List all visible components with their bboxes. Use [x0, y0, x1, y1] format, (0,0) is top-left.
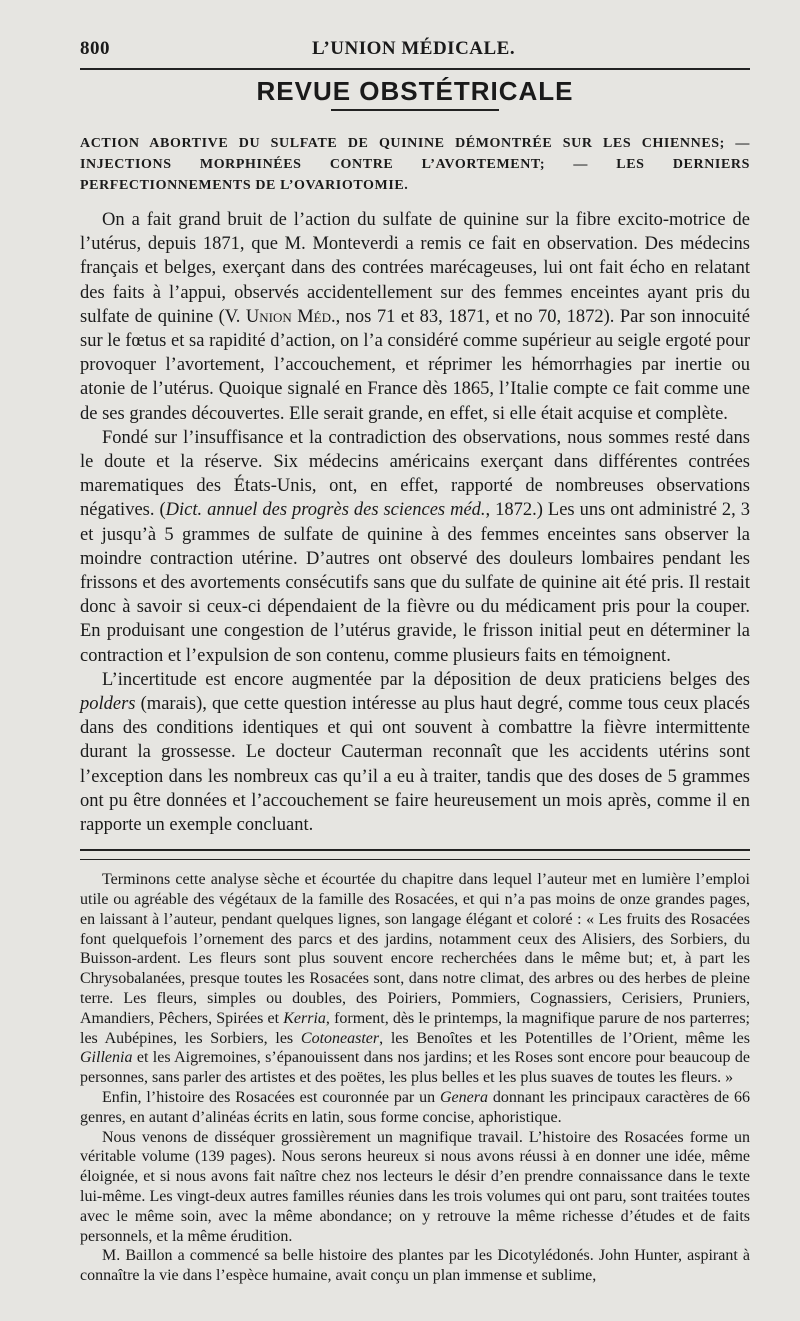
paragraph: Enfin, l’histoire des Rosacées est couronnée par un Genera donnant les principaux caractères de 66 genres, en autant d’alinéas écrits en latin, sous forme concise, aphoristique.: [80, 1089, 751, 1126]
section-summary: ACTION ABORTIVE DU SULFATE DE QUININE DÉMONTRÉE SUR LES CHIENNES; — INJECTIONS MORPHINÉES CONTRE L’AVORTEMENT; — LES DERNIERS PERFECTIONNEMENTS DE L’OVARIOTOMIE.: [80, 136, 750, 193]
main-text: [80, 208, 750, 837]
paragraph: L’incertitude est encore augmentée par la déposition de deux praticiens belges des polders (marais), que cette question intéresse au plus haut degré, comme tous ceux placés dans des conditions identiques et qui ont souvent à combattre la fièvre intermittente durant la grossesse. Le docteur Cauterman reconnaît que les accidents utérins sont l’exception dans les nombreux cas qu’il a eu à traiter, tandis que des doses de 5 grammes ont pu être données et l’accouchement se faire heureusement un mois après, comme il en rapporte un exemple concluant.: [80, 669, 750, 836]
citation-title: Dict. annuel des progrès des sciences méd.: [165, 500, 486, 521]
section-title-rule: [331, 109, 499, 111]
journal-reference: Union Méd.: [245, 306, 336, 327]
paragraph: Terminons cette analyse sèche et écourtée du chapitre dans lequel l’auteur met en lumière l’emploi utile ou agréable des végétaux de la famille des Rosacées, et qui n’a pas moins de onze grandes pages, en laissant à l’auteur, pendant quelques lignes, son langage élégant et coloré : « Les fruits des Rosacées font quelquefois l’ornement des parcs et des jardins, notamment ceux des Alisiers, des Sorbiers, du Buisson-ardent. Les fleurs sont plus souvent encore recherchées dans le même but; et, à part les Chrysobalanées, presque toutes les Rosacées sont, dans notre climat, des arbres ou des herbes de pleine terre. Les fleurs, simples ou doubles, des Poiriers, Pommiers, Cognassiers, Cerisiers, Pruniers, Amandiers, Pêchers, Spirées et Kerria, forment, dès le printemps, la magnifique parure de nos parterres; les Aubépines, les Sorbiers, les Cotoneaster, les Benoîtes et les Potentilles de l’Orient, même les Gillenia et les Aigremoines, s’épanouissent dans nos jardins; et les Roses sont encore pour beaucoup de personnes, sans parler des artistes et des poëtes, les plus belles et les plus suaves de toutes les fleurs. »: [80, 871, 750, 1087]
header-rule: [80, 68, 750, 70]
running-header: [80, 38, 750, 60]
journal-title: L’UNION MÉDICALE.: [312, 38, 516, 59]
divider-rule: [80, 859, 750, 860]
feuilleton-text: [80, 870, 750, 1286]
paragraph: On a fait grand bruit de l’action du sulfate de quinine sur la fibre excito-motrice de l’utérus, depuis 1871, que M. Monteverdi a remis ce fait en observation. Des médecins français et belges, exerçant dans des contrées marécageuses, lui ont fait écho en relatant des faits à l’appui, observés accidentellement sur des femmes enceintes ayant pris du sulfate de quinine (V. Union Méd., nos 71 et 83, 1871, et no 70, 1872). Par son innocuité sur le fœtus et sa rapidité d’action, on l’a considéré comme supérieur au seigle ergoté pour provoquer l’avortement, l’accouchement, et réprimer les hémorrhagies par inertie ou atonie de l’utérus. Quoique signalé en France dès 1865, l’Italie compte ce fait comme une de ses grandes découvertes. Elle serait grande, en effet, si elle était acquise et complète.: [80, 210, 750, 424]
page-number: 800: [80, 38, 110, 59]
divider-rule: [80, 849, 750, 851]
paragraph: M. Baillon a commencé sa belle histoire des plantes par les Dicotylédonés. John Hunter, aspirant à connaître la vie dans l’espèce humaine, avait conçu un plan immense et sublime,: [80, 1247, 750, 1285]
emphasis: polders: [80, 694, 136, 715]
paragraph: Fondé sur l’insuffisance et la contradiction des observations, nous sommes resté dans le doute et la réserve. Six médecins américains exerçant dans différentes contrées marematiques des États-Unis, ont, en effet, rapporté de nombreuses observations négatives. (Dict. annuel des progrès des sciences méd., 1872.) Les uns ont administré 2, 3 et jusqu’à 5 grammes de sulfate de quinine à des femmes enceintes sans observer la moindre contraction utérine. D’autres ont observé des douleurs lombaires pendant les frissons et des avortements consécutifs sans que du sulfate de quinine ait été pris. Il restait donc à savoir si ceux-ci dépendaient de la fièvre ou du médicament pris pour la couper. En produisant une congestion de l’utérus gravide, le frisson initial peut en déterminer la contraction et l’expulsion de son contenu, comme plusieurs faits en témoignent.: [80, 427, 750, 666]
paragraph: Nous venons de disséquer grossièrement un magnifique travail. L’histoire des Rosacées forme un véritable volume (139 pages). Nous serons heureux si nous avons réussi à en donner une idée, même éloignée, et si nous avons fait naître chez nos lecteurs le désir d’en prendre connaissance dans le texte lui-même. Les vingt-deux autres familles réunies dans les trois volumes qui ont paru, sont traitées toutes avec le même soin, avec la même abondance; on y retrouve la même richesse d’études et de faits personnels, et la même érudition.: [80, 1128, 750, 1245]
section-title: REVUE OBSTÉTRICALE: [256, 76, 574, 106]
